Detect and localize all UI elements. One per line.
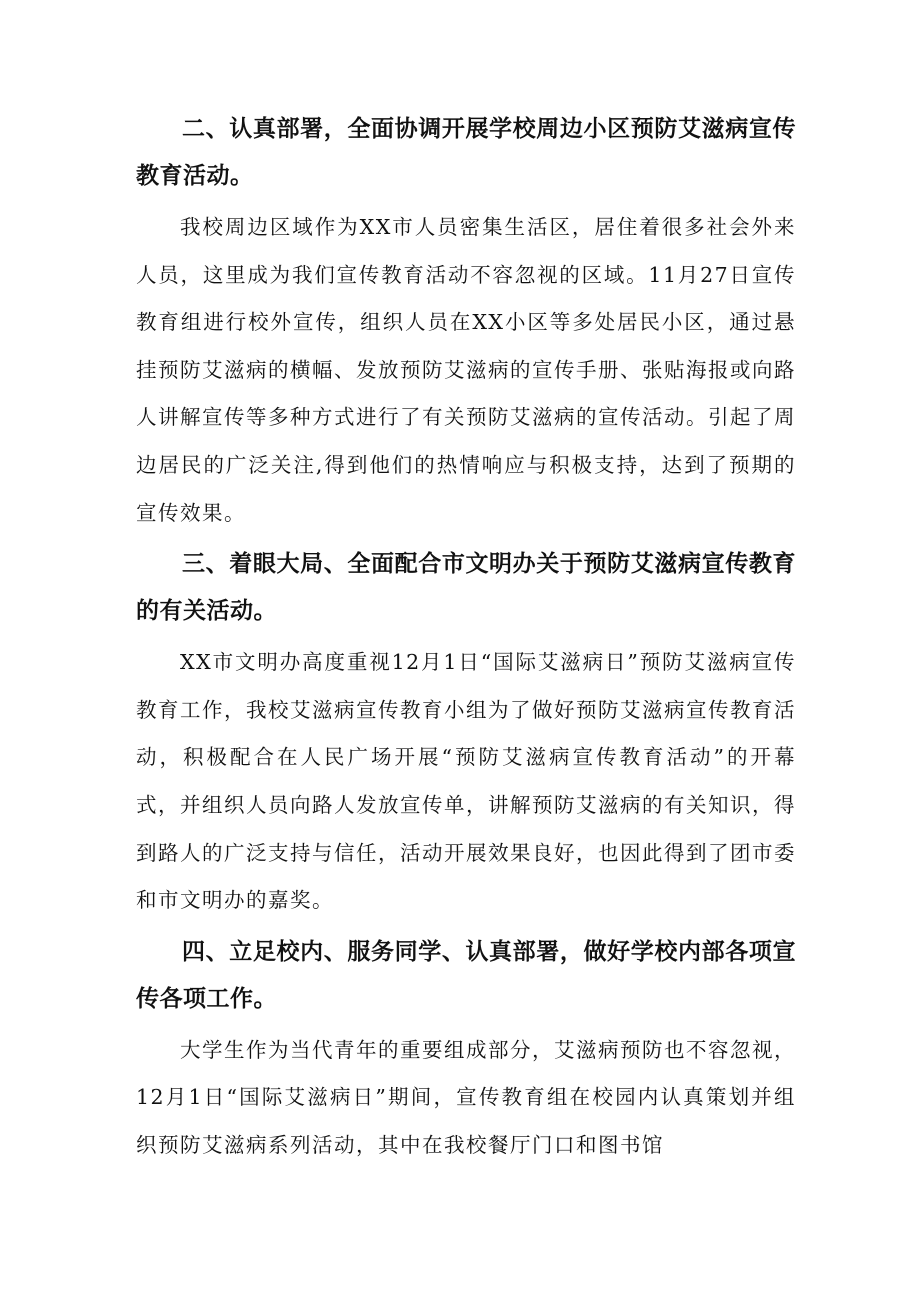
section-paragraph-2: 我校周边区域作为XX市人员密集生活区，居住着很多社会外来人员，这里成为我们宣传教育活动不容忽视的区域。11月27日宣传教育组进行校外宣传，组织人员在XX小区等多处居民小区，通过悬挂预防艾滋病的横幅、发放预防艾滋病的宣传手册、张贴海报或向路人讲解宣传等多种方式进行了有关预防艾滋病的宣传活动。引起了周边居民的广泛关注,得到他们的热情响应与积极支持，达到了预期的宣传效果。 [136,215,796,525]
section-heading-2: 二、认真部署，全面协调开展学校周边小区预防艾滋病宣传教育活动。 [136,116,796,189]
document-body [136,106,796,1170]
section-heading-3: 三、着眼大局、全面配合市文明办关于预防艾滋病宣传教育的有关活动。 [136,551,796,625]
section-heading-4: 四、立足校内、服务同学、认真部署，做好学校内部各项宣传各项工作。 [136,938,796,1012]
section-paragraph-4: 大学生作为当代青年的重要组成部分，艾滋病预防也不容忽视，12月1日“国际艾滋病日”期间，宣传教育组在校园内认真策划并组织预防艾滋病系列活动，其中在我校餐厅门口和图书馆 [136,1037,796,1157]
section-paragraph-3: XX市文明办高度重视12月1日“国际艾滋病日”预防艾滋病宣传教育工作，我校艾滋病宣传教育小组为了做好预防艾滋病宣传教育活动，积极配合在人民广场开展“预防艾滋病宣传教育活动”的开幕式，并组织人员向路人发放宣传单，讲解预防艾滋病的有关知识，得到路人的广泛支持与信任，活动开展效果良好，也因此得到了团市委和市文明办的嘉奖。 [136,650,796,913]
